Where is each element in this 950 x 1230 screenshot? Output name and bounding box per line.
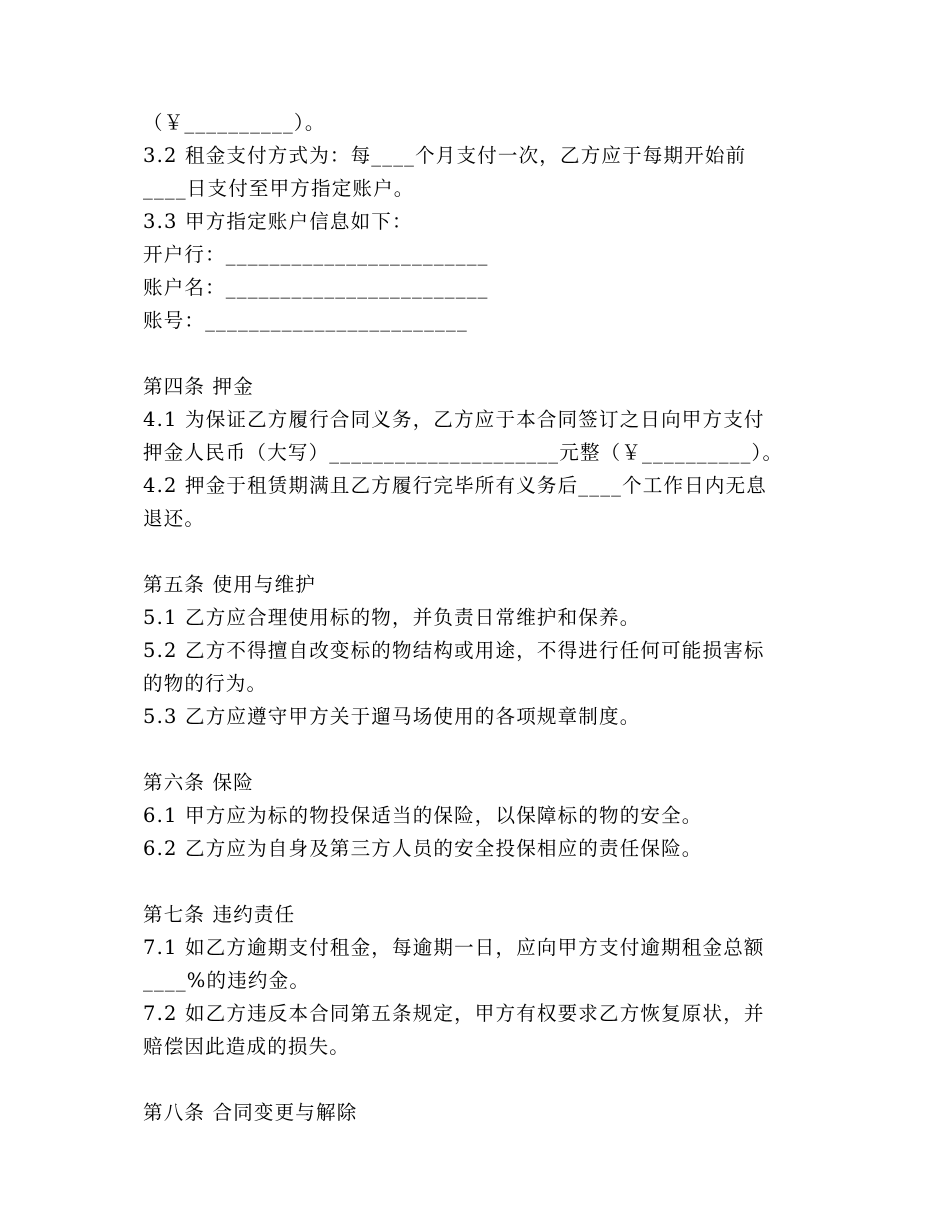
text-line: （￥__________）。 bbox=[143, 111, 326, 134]
document-body bbox=[143, 106, 813, 1129]
paragraph-gap bbox=[143, 733, 813, 766]
text-line: 账户名：________________________ bbox=[143, 276, 489, 299]
text-line: 账号：________________________ bbox=[143, 309, 468, 332]
text-line: 的物的行为。 bbox=[143, 672, 268, 695]
section-heading: 第六条 保险 bbox=[143, 771, 254, 794]
text-line: 押金人民币（大写）_____________________元整（￥__________）。 bbox=[143, 441, 784, 464]
text-line: 开户行：________________________ bbox=[143, 243, 489, 266]
text-line: 6.1 甲方应为标的物投保适当的保险，以保障标的物的安全。 bbox=[143, 804, 703, 827]
text-line: 6.2 乙方应为自身及第三方人员的安全投保相应的责任保险。 bbox=[143, 837, 703, 860]
text-line: 5.2 乙方不得擅自改变标的物结构或用途，不得进行任何可能损害标 bbox=[143, 639, 765, 662]
text-line: 5.3 乙方应遵守甲方关于遛马场使用的各项规章制度。 bbox=[143, 705, 641, 728]
text-line: ____%的违约金。 bbox=[143, 969, 311, 992]
text-line: 3.3 甲方指定账户信息如下： bbox=[143, 210, 413, 233]
text-line: 7.2 如乙方违反本合同第五条规定，甲方有权要求乙方恢复原状，并 bbox=[143, 1002, 765, 1025]
section-heading: 第七条 违约责任 bbox=[143, 903, 296, 926]
section-heading: 第四条 押金 bbox=[143, 375, 254, 398]
paragraph-gap bbox=[143, 535, 813, 568]
text-line: 7.1 如乙方逾期支付租金，每逾期一日，应向甲方支付逾期租金总额 bbox=[143, 936, 765, 959]
text-line: 5.1 乙方应合理使用标的物，并负责日常维护和保养。 bbox=[143, 606, 641, 629]
paragraph-gap bbox=[143, 1063, 813, 1096]
text-line: 3.2 租金支付方式为：每____个月支付一次，乙方应于每期开始前 bbox=[143, 144, 747, 167]
paragraph-gap bbox=[143, 865, 813, 898]
paragraph-gap bbox=[143, 337, 813, 370]
text-line: 赔偿因此造成的损失。 bbox=[143, 1035, 351, 1058]
text-line: ____日支付至甲方指定账户。 bbox=[143, 177, 415, 200]
section-heading: 第八条 合同变更与解除 bbox=[143, 1101, 358, 1124]
text-line: 4.1 为保证乙方履行合同义务，乙方应于本合同签订之日向甲方支付 bbox=[143, 408, 765, 431]
section-heading: 第五条 使用与维护 bbox=[143, 573, 316, 596]
text-line: 退还。 bbox=[143, 507, 206, 530]
text-line: 4.2 押金于租赁期满且乙方履行完毕所有义务后____个工作日内无息 bbox=[143, 474, 768, 497]
